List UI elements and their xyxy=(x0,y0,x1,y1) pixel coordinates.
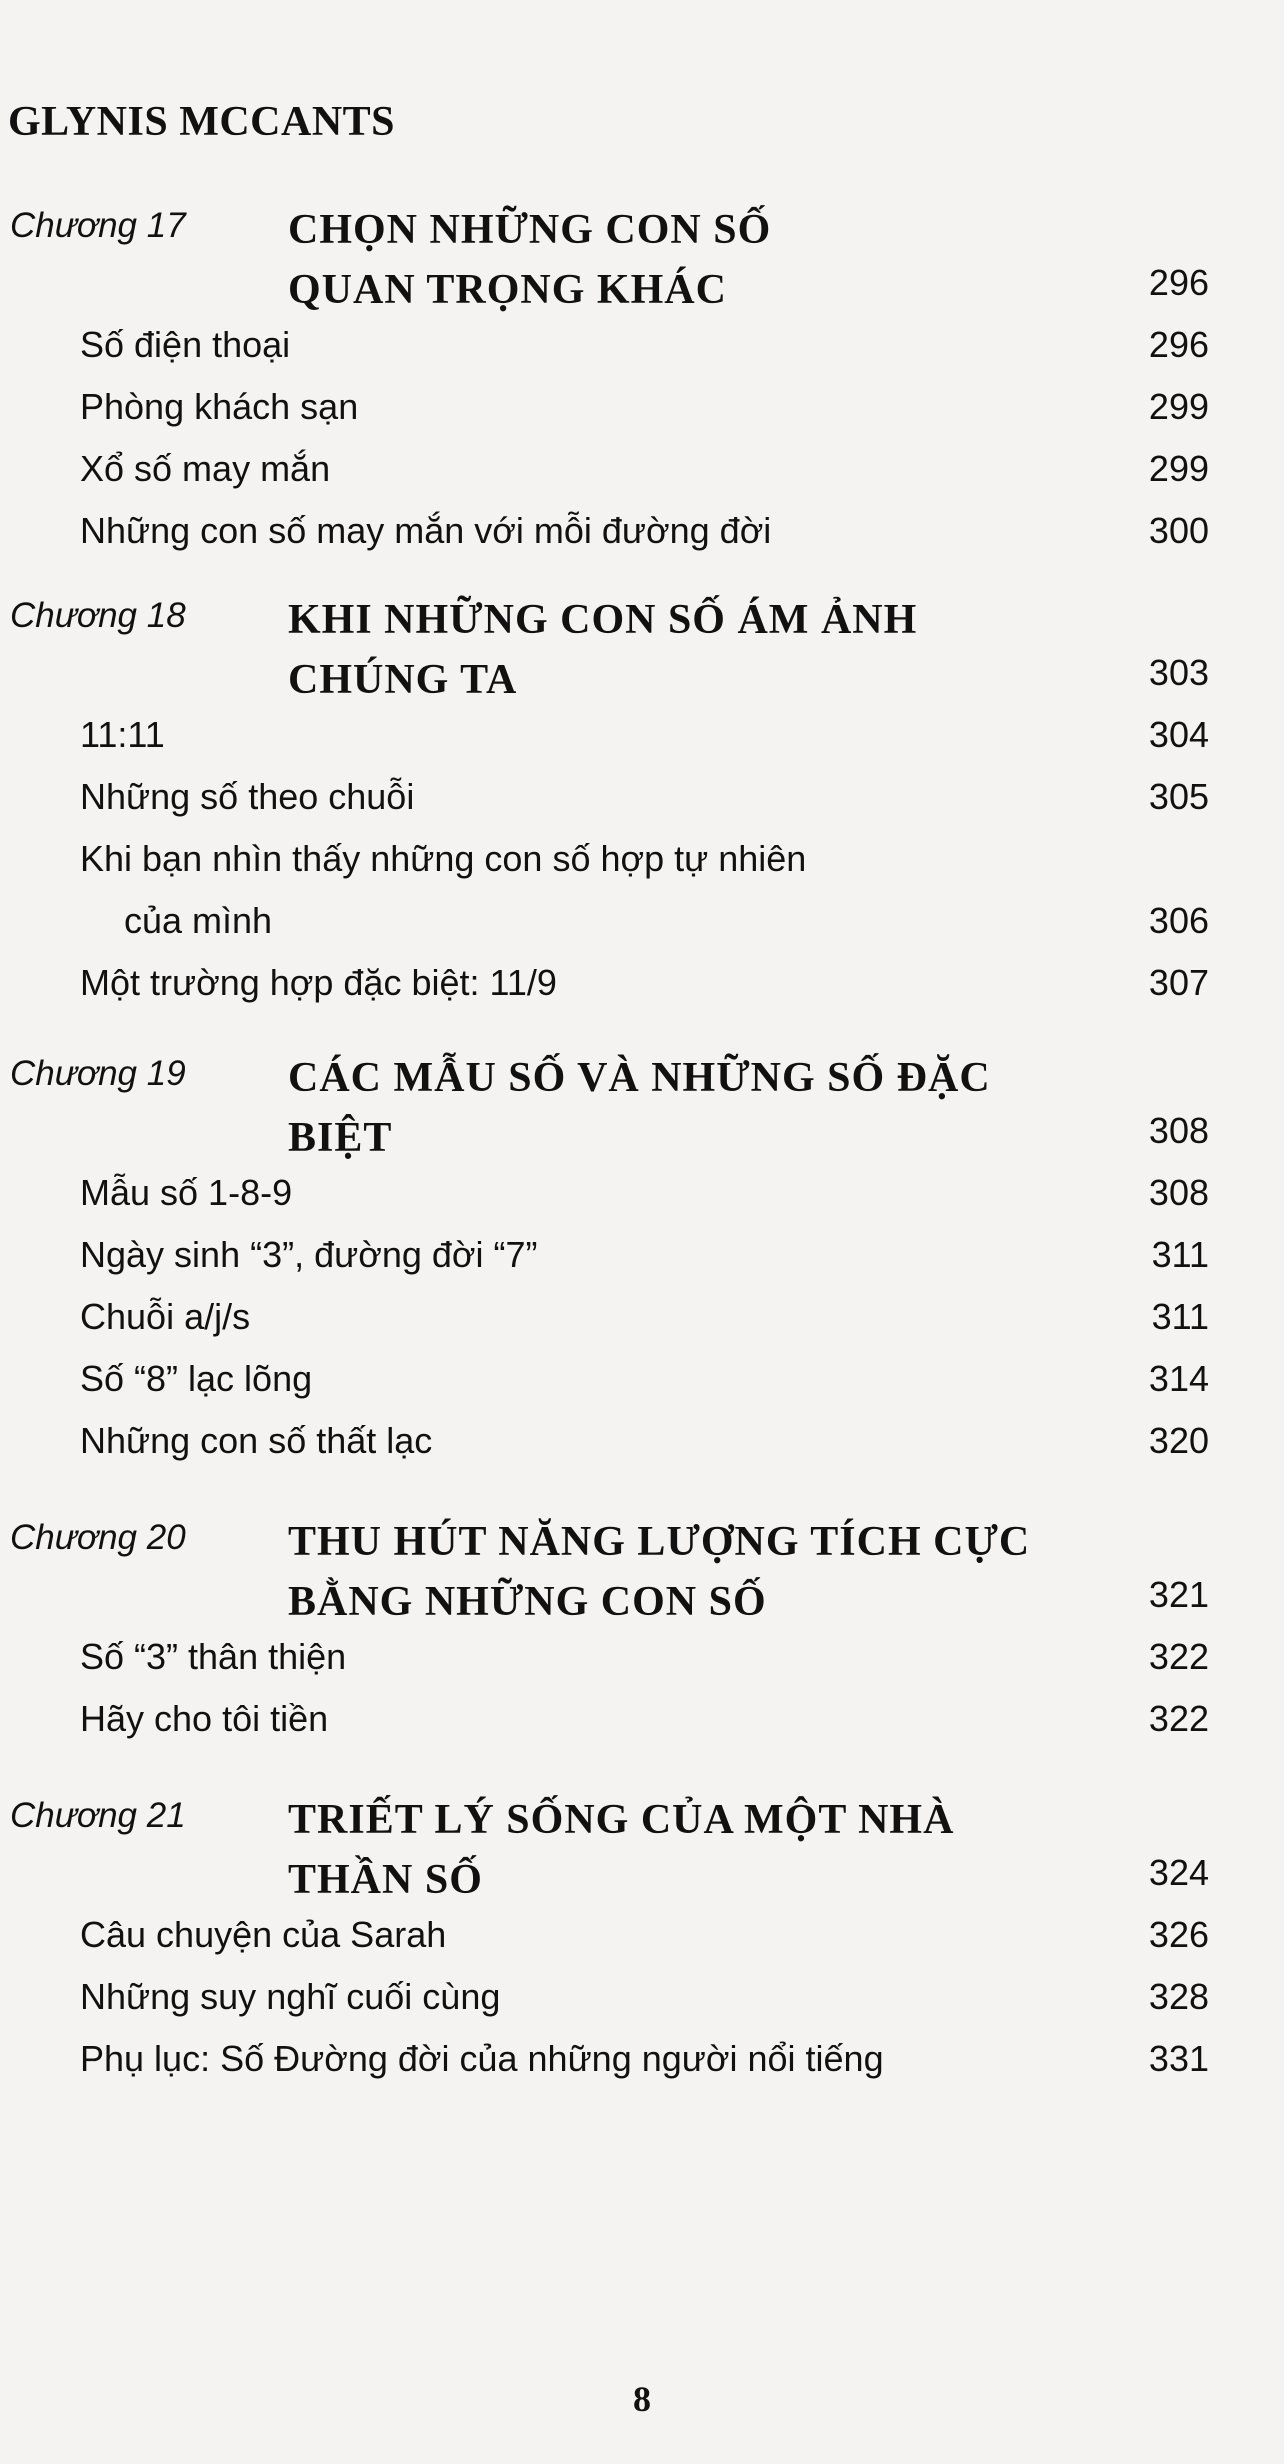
page-number: 307 xyxy=(1148,962,1209,1003)
page-number: 321 xyxy=(1148,1574,1209,1615)
chapter-title-page-row xyxy=(0,1852,1284,1912)
page-number: 328 xyxy=(1148,1976,1209,2017)
entry-title: Khi bạn nhìn thấy những con số hợp tự nhiên xyxy=(80,838,807,879)
page-number: 311 xyxy=(1151,1234,1209,1275)
entry-title: Mẫu số 1-8-9 xyxy=(80,1172,293,1213)
chapter-title-line: THẦN SỐ xyxy=(288,1857,483,1903)
entry-title: Những số theo chuỗi xyxy=(80,776,415,817)
entry-title: Số “3” thân thiện xyxy=(80,1636,347,1677)
entry-title: Ngày sinh “3”, đường đời “7” xyxy=(80,1234,538,1275)
entry-title: Hãy cho tôi tiền xyxy=(80,1698,329,1739)
chapter-label: Chương 20 xyxy=(10,1518,186,1557)
chapter-title-line: KHI NHỮNG CON SỐ ÁM ẢNH xyxy=(288,597,918,643)
page-number: 296 xyxy=(1148,324,1209,365)
page-number: 308 xyxy=(1148,1110,1209,1151)
toc-entry xyxy=(0,1420,1284,1480)
running-header-author: GLYNIS MCCANTS xyxy=(8,99,396,145)
toc-entry xyxy=(0,900,1284,960)
toc-entry xyxy=(0,1358,1284,1418)
chapter-title-line: TRIẾT LÝ SỐNG CỦA MỘT NHÀ xyxy=(288,1797,955,1843)
chapter-title-line: BIỆT xyxy=(288,1115,393,1161)
chapter-title-page-row xyxy=(0,1110,1284,1170)
chapter-label: Chương 17 xyxy=(10,206,186,245)
entry-title: Chuỗi a/j/s xyxy=(80,1296,251,1337)
toc-entry xyxy=(0,1234,1284,1294)
entry-title: Những con số may mắn với mỗi đường đời xyxy=(80,510,772,551)
page-number: 299 xyxy=(1148,386,1209,427)
entry-title: Số điện thoại xyxy=(80,324,291,365)
toc-entry xyxy=(0,2038,1284,2098)
entry-title: Những suy nghĩ cuối cùng xyxy=(80,1976,501,2017)
toc-entry xyxy=(0,838,1284,898)
entry-title: Số “8” lạc lõng xyxy=(80,1358,313,1399)
chapter-title-line: BẰNG NHỮNG CON SỐ xyxy=(288,1579,767,1625)
entry-title: Câu chuyện của Sarah xyxy=(80,1914,447,1955)
entry-title: của mình xyxy=(124,900,273,941)
chapter-label: Chương 21 xyxy=(10,1796,186,1835)
chapter-label: Chương 19 xyxy=(10,1054,186,1093)
chapter-title-page-row xyxy=(0,652,1284,712)
toc-entry xyxy=(0,714,1284,774)
page-number: 304 xyxy=(1148,714,1209,755)
toc-entry xyxy=(0,386,1284,446)
page-number: 308 xyxy=(1148,1172,1209,1213)
toc-entry xyxy=(0,1172,1284,1232)
toc-entry xyxy=(0,1976,1284,2036)
page-number: 314 xyxy=(1148,1358,1209,1399)
toc-entry xyxy=(0,510,1284,570)
toc-entry xyxy=(0,1636,1284,1696)
chapter-title-page-row xyxy=(0,1574,1284,1634)
chapter-label: Chương 18 xyxy=(10,596,186,635)
entry-title: Xổ số may mắn xyxy=(80,448,331,489)
page-number: 299 xyxy=(1148,448,1209,489)
toc-entry xyxy=(0,962,1284,1022)
chapter-title-line: QUAN TRỌNG KHÁC xyxy=(288,267,727,313)
page-number: 303 xyxy=(1148,652,1209,693)
chapter-title-line: CHỌN NHỮNG CON SỐ xyxy=(288,207,772,253)
entry-title: Một trường hợp đặc biệt: 11/9 xyxy=(80,962,557,1003)
toc-entry xyxy=(0,324,1284,384)
entry-title: 11:11 xyxy=(80,714,165,755)
chapter-title-line: CHÚNG TA xyxy=(288,657,518,703)
page-number: 311 xyxy=(1151,1296,1209,1337)
page-number: 300 xyxy=(1148,510,1209,551)
page-number: 296 xyxy=(1148,262,1209,303)
toc-entry xyxy=(0,1914,1284,1974)
page-number: 306 xyxy=(1148,900,1209,941)
page-number: 326 xyxy=(1148,1914,1209,1955)
entry-title: Những con số thất lạc xyxy=(80,1420,433,1461)
entry-title: Phụ lục: Số Đường đời của những người nổi tiếng xyxy=(80,2038,884,2079)
page-number: 320 xyxy=(1148,1420,1209,1461)
page-number: 322 xyxy=(1148,1698,1209,1739)
page-number: 331 xyxy=(1148,2038,1209,2079)
chapter-title-line: THU HÚT NĂNG LƯỢNG TÍCH CỰC xyxy=(288,1519,1031,1565)
page-number: 305 xyxy=(1148,776,1209,817)
chapter-title-line: CÁC MẪU SỐ VÀ NHỮNG SỐ ĐẶC xyxy=(288,1055,991,1101)
toc-entry xyxy=(0,1296,1284,1356)
page-number: 324 xyxy=(1148,1852,1209,1893)
toc-entry xyxy=(0,776,1284,836)
toc-entry xyxy=(0,448,1284,508)
toc-entry xyxy=(0,1698,1284,1758)
page-number: 322 xyxy=(1148,1636,1209,1677)
page-folio: 8 xyxy=(633,2379,651,2419)
chapter-title-page-row xyxy=(0,262,1284,322)
entry-title: Phòng khách sạn xyxy=(80,386,359,427)
